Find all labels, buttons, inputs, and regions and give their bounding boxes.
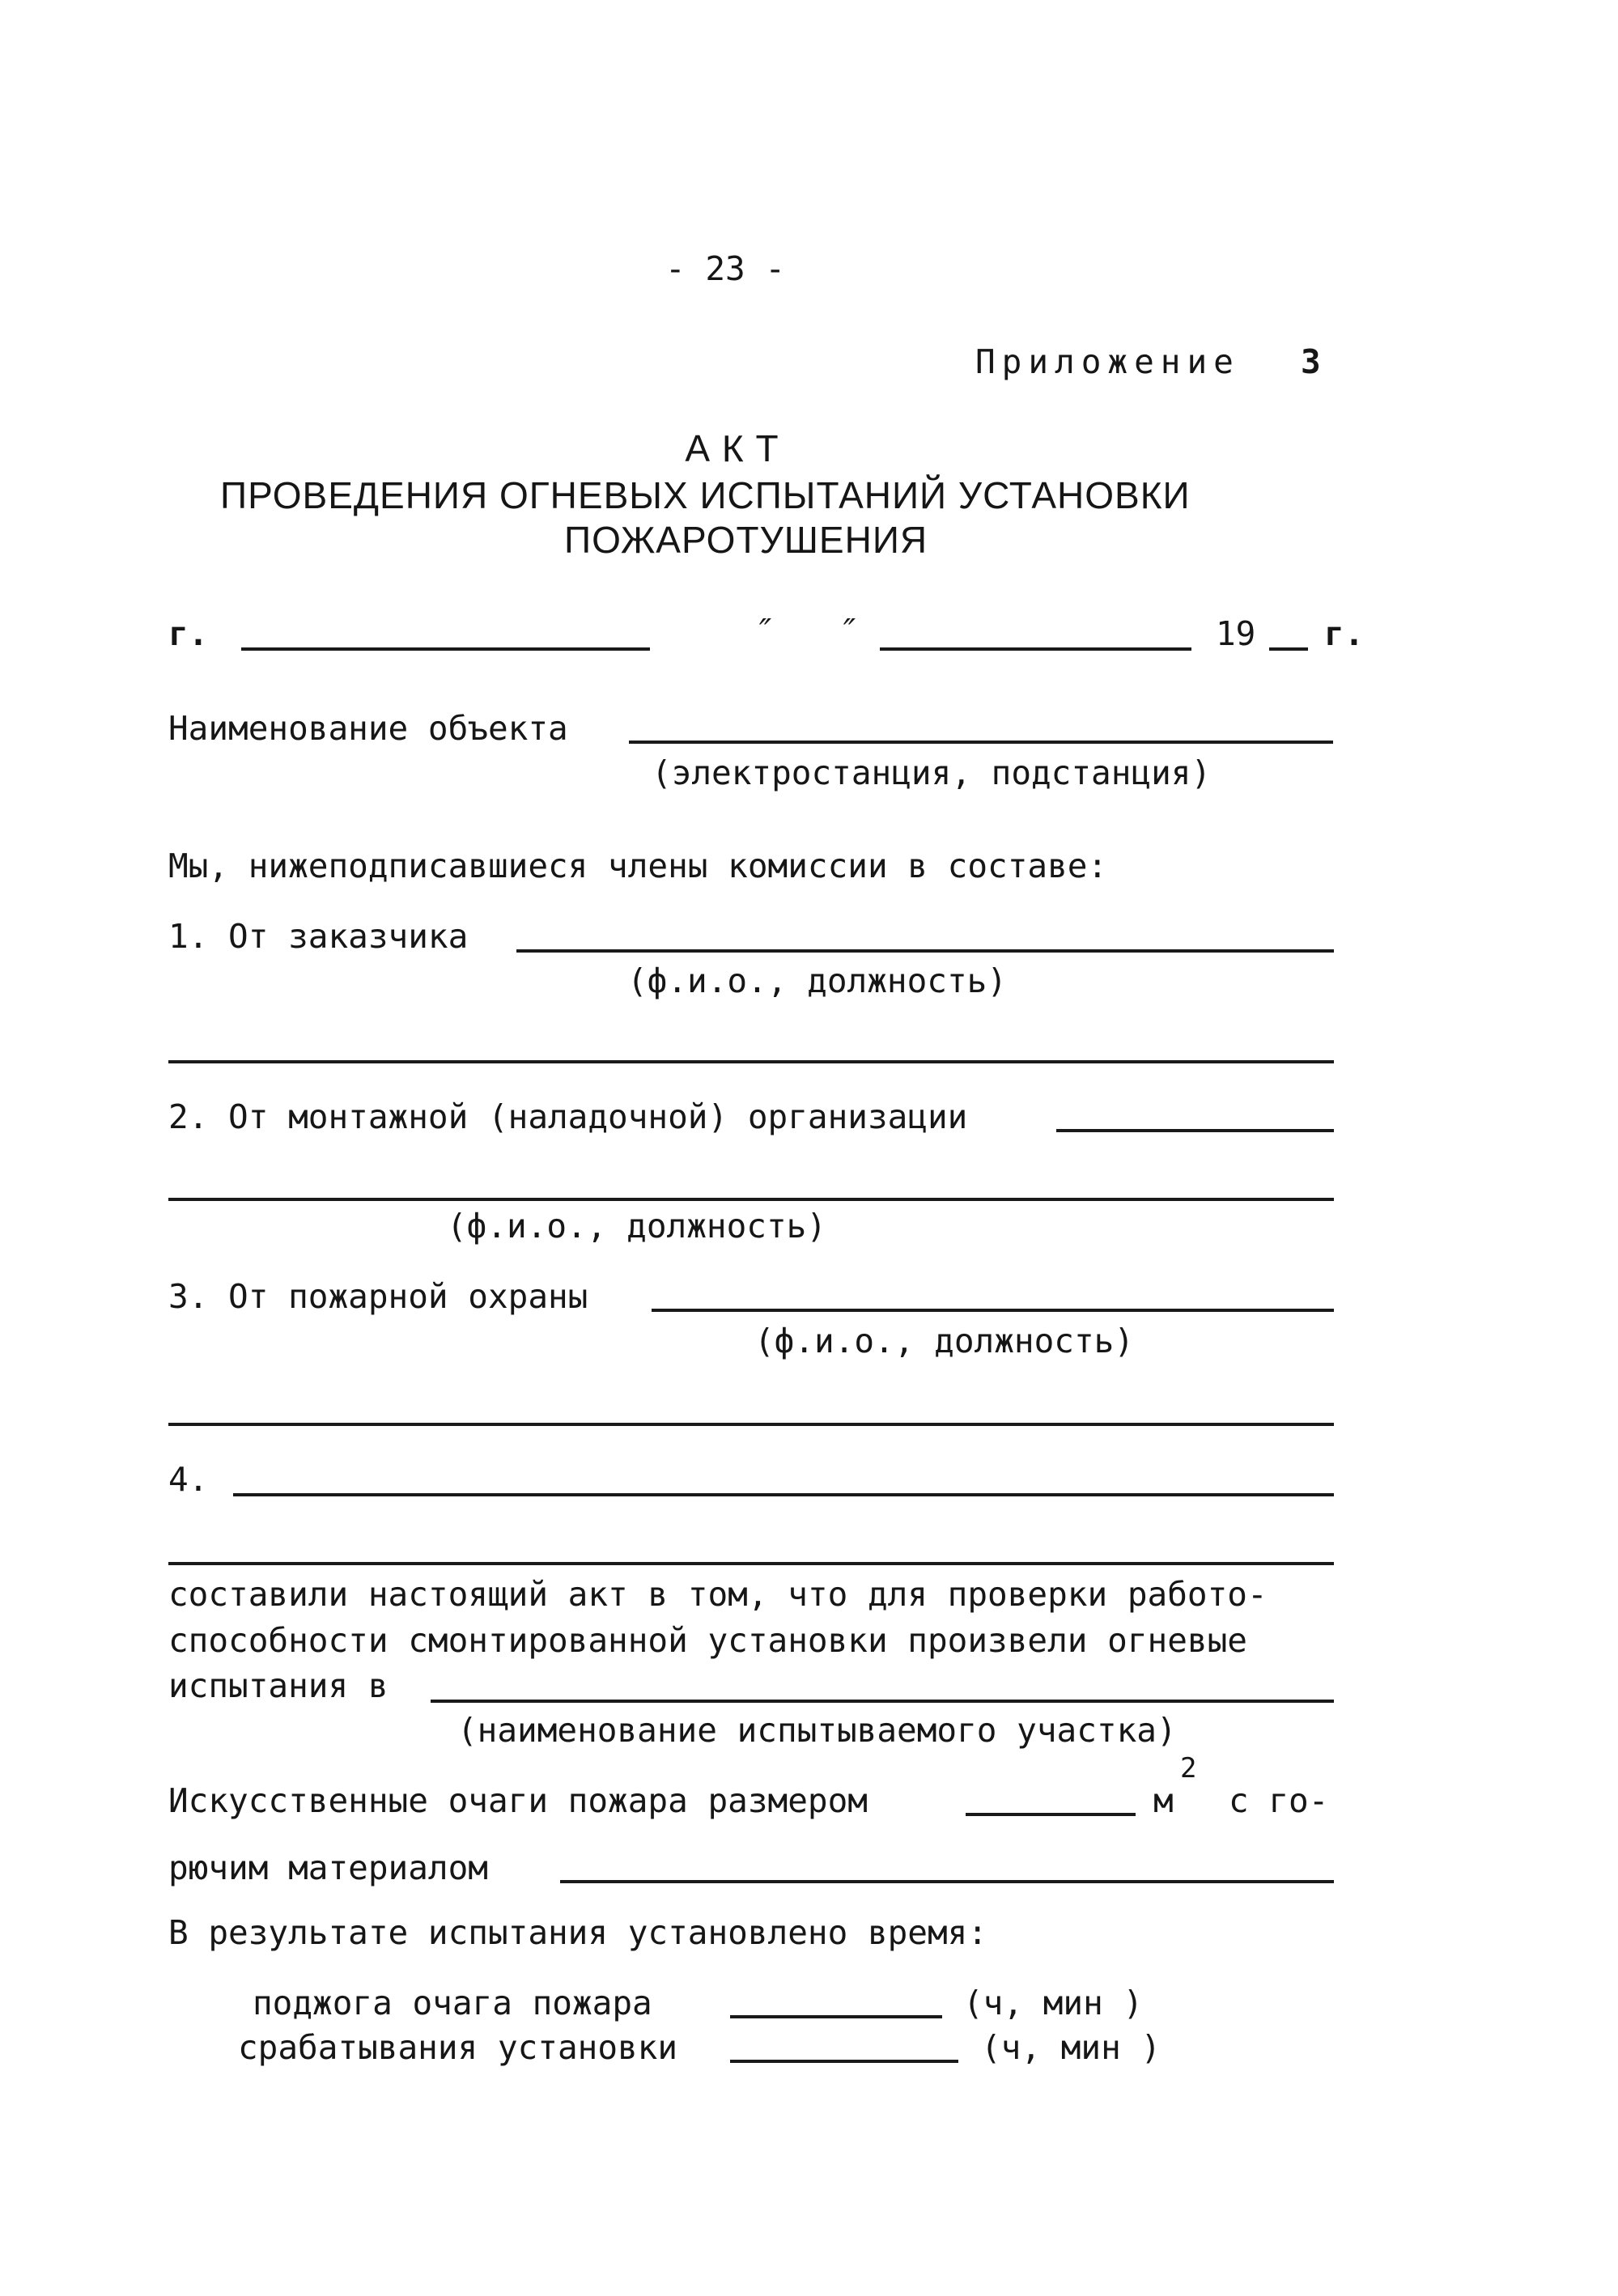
- activation-time-label: срабатывания установки: [238, 2028, 678, 2067]
- member3-field[interactable]: [652, 1309, 1334, 1312]
- member2-label: 2. От монтажной (наладочной) организации: [168, 1097, 968, 1136]
- member2-hint: (ф.и.о., должность): [447, 1207, 826, 1246]
- member3-field-extra[interactable]: [168, 1423, 1334, 1426]
- object-name-field[interactable]: [629, 741, 1333, 744]
- member4-field-extra[interactable]: [168, 1562, 1334, 1565]
- member4-field[interactable]: [233, 1493, 1334, 1496]
- fire-material-label: рючим материалом: [168, 1848, 488, 1887]
- fire-tail: с го-: [1229, 1781, 1329, 1820]
- appendix-number: 3: [1301, 342, 1321, 381]
- fire-unit: м: [1153, 1781, 1174, 1820]
- fire-label: Искусственные очаги пожара размером: [168, 1781, 868, 1820]
- member3-hint: (ф.и.о., должность): [754, 1322, 1134, 1360]
- act-title-line2: ПРОВЕДЕНИЯ ОГНЕВЫХ ИСПЫТАНИЙ УСТАНОВКИ: [220, 474, 1191, 516]
- activation-time-unit: (ч, мин ): [981, 2028, 1161, 2067]
- member2-field[interactable]: [1056, 1129, 1334, 1132]
- city-prefix: г.: [168, 614, 209, 653]
- ignition-time-unit: (ч, мин ): [963, 1984, 1144, 2022]
- city-field[interactable]: [241, 647, 650, 651]
- tested-section-hint: (наименование испытываемого участка): [457, 1711, 1177, 1750]
- body-line2: способности смонтированной установки произвели огневые: [168, 1621, 1247, 1660]
- member1-hint: (ф.и.о., должность): [627, 961, 1007, 1000]
- member1-field-extra[interactable]: [168, 1060, 1334, 1063]
- activation-time-field[interactable]: [730, 2060, 958, 2063]
- object-hint: (электростанция, подстанция): [652, 753, 1212, 792]
- act-title-line3: ПОЖАРОТУШЕНИЯ: [564, 519, 928, 561]
- fire-size-field[interactable]: [966, 1813, 1136, 1816]
- member1-label: 1. От заказчика: [168, 917, 469, 956]
- member3-label: 3. От пожарной охраны: [168, 1277, 588, 1316]
- year-field[interactable]: [1269, 647, 1308, 651]
- fire-material-field[interactable]: [560, 1880, 1334, 1883]
- object-label: Наименование объекта: [168, 709, 568, 748]
- member2-field-extra[interactable]: [168, 1198, 1334, 1201]
- date-field[interactable]: [880, 647, 1191, 651]
- act-title: А К Т: [685, 427, 779, 469]
- quote-close: ″: [835, 612, 856, 651]
- body-line1: составили настоящий акт в том, что для проверки работо-: [168, 1575, 1268, 1614]
- member4-label: 4.: [168, 1460, 209, 1499]
- member1-field[interactable]: [516, 949, 1334, 953]
- body-line3: испытания в: [168, 1666, 389, 1705]
- appendix-label: Приложение: [975, 342, 1240, 381]
- year-prefix: 19: [1216, 614, 1256, 653]
- quote-open: ″: [751, 612, 771, 651]
- ignition-time-label: поджога очага пожара: [253, 1984, 652, 2022]
- fire-unit-superscript: 2: [1180, 1752, 1197, 1785]
- commission-intro: Мы, нижеподписавшиеся члены комиссии в составе:: [168, 847, 1108, 885]
- ignition-time-field[interactable]: [730, 2015, 942, 2018]
- year-suffix: г.: [1324, 614, 1365, 653]
- page-number: - 23 -: [665, 249, 786, 288]
- result-intro: В результате испытания установлено время:: [168, 1913, 988, 1952]
- tested-section-field[interactable]: [431, 1700, 1334, 1703]
